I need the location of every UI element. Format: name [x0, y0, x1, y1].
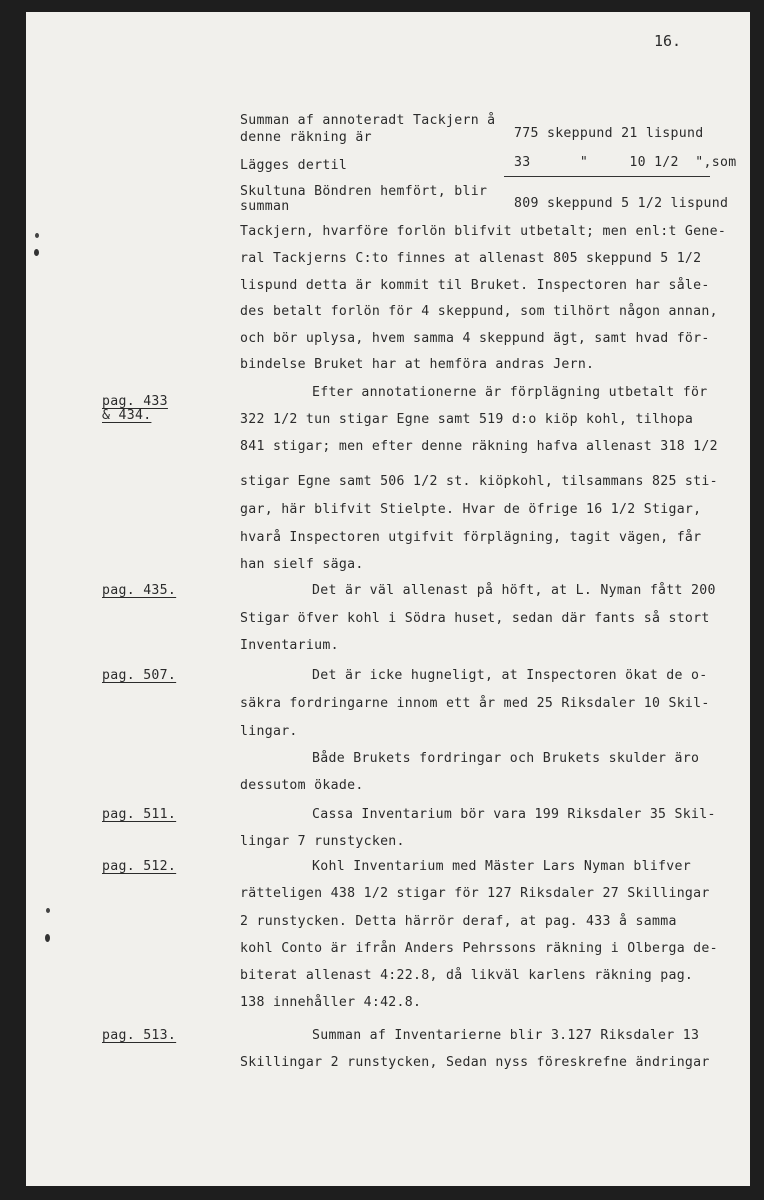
para2-line: 322 1/2 tun stigar Egne samt 519 d:o kiöp kohl, tilhopa: [240, 412, 694, 427]
para6-line: lingar 7 runstycken.: [240, 834, 405, 849]
margin-ref-pag-433: pag. 433: [102, 394, 168, 409]
sum-rule: [504, 176, 710, 177]
page-number: 16.: [654, 32, 682, 50]
para5-line: Både Brukets fordringar och Brukets skulder äro: [312, 751, 700, 766]
sum-row1-label-line2: denne räkning är: [240, 130, 372, 145]
sum-row3-value: 809 skeppund 5 1/2 lispund: [514, 196, 729, 211]
sum-row3-label-line2: summan: [240, 199, 290, 214]
margin-ref-pag-512: pag. 512.: [102, 859, 177, 874]
margin-ref-pag-511: pag. 511.: [102, 807, 177, 822]
para7-line: kohl Conto är ifrån Anders Pehrssons räkning i Olberga de-: [240, 941, 718, 956]
para7-line: rätteligen 438 1/2 stigar för 127 Riksdaler 27 Skillingar: [240, 886, 710, 901]
binder-mark: [46, 908, 50, 913]
para2-line: gar, här blifvit Stielpte. Hvar de öfrige 16 1/2 Stigar,: [240, 502, 702, 517]
para1-line: des betalt forlön för 4 skeppund, som tilhört någon annan,: [240, 304, 718, 319]
para8-line: Skillingar 2 runstycken, Sedan nyss föreskrefne ändringar: [240, 1055, 710, 1070]
para7-line: 2 runstycken. Detta härrör deraf, at pag. 433 å samma: [240, 914, 677, 929]
para3-line: Inventarium.: [240, 638, 339, 653]
sum-row1-label-line1: Summan af annoteradt Tackjern å: [240, 113, 496, 128]
para4-line: lingar.: [240, 724, 298, 739]
para1-line: bindelse Bruket har at hemföra andras Jern.: [240, 357, 595, 372]
para4-line: Det är icke hugneligt, at Inspectoren ökat de o-: [312, 668, 708, 683]
sum-row2-label: Lägges dertil: [240, 158, 348, 173]
para1-line: Tackjern, hvarföre forlön blifvit utbetalt; men enl:t Gene-: [240, 224, 727, 239]
para7-line: 138 innehåller 4:42.8.: [240, 995, 422, 1010]
para3-line: Det är väl allenast på höft, at L. Nyman fått 200: [312, 583, 716, 598]
para4-line: säkra fordringarne innom ett år med 25 Riksdaler 10 Skil-: [240, 696, 710, 711]
binder-mark: [34, 249, 39, 256]
document-page: [26, 12, 750, 1186]
sum-row1-value: 775 skeppund 21 lispund: [514, 126, 704, 141]
para7-line: biterat allenast 4:22.8, då likväl karlens räkning pag.: [240, 968, 694, 983]
para6-line: Cassa Inventarium bör vara 199 Riksdaler 35 Skil-: [312, 807, 716, 822]
para5-line: dessutom ökade.: [240, 778, 364, 793]
margin-ref-434: & 434.: [102, 408, 152, 423]
para2-line: han sielf säga.: [240, 557, 364, 572]
para8-line: Summan af Inventarierne blir 3.127 Riksdaler 13: [312, 1028, 700, 1043]
margin-ref-pag-507: pag. 507.: [102, 668, 177, 683]
binder-mark: [45, 934, 50, 942]
para2-line: hvarå Inspectoren utgifvit förplägning, tagit vägen, får: [240, 530, 702, 545]
margin-ref-pag-513: pag. 513.: [102, 1028, 177, 1043]
sum-row2-value: 33 " 10 1/2 ",som: [514, 155, 737, 170]
para1-line: lispund detta är kommit til Bruket. Inspectoren har såle-: [240, 278, 710, 293]
para2-line: Efter annotationerne är förplägning utbetalt för: [312, 385, 708, 400]
para7-line: Kohl Inventarium med Mäster Lars Nyman blifver: [312, 859, 692, 874]
para3-line: Stigar öfver kohl i Södra huset, sedan där fants så stort: [240, 611, 710, 626]
para1-line: ral Tackjerns C:to finnes at allenast 805 skeppund 5 1/2: [240, 251, 702, 266]
para1-line: och bör uplysa, hvem samma 4 skeppund ägt, samt hvad för-: [240, 331, 710, 346]
para2-line: 841 stigar; men efter denne räkning hafva allenast 318 1/2: [240, 439, 718, 454]
binder-mark: [35, 233, 39, 238]
margin-ref-pag-435: pag. 435.: [102, 583, 177, 598]
sum-row3-label-line1: Skultuna Böndren hemfört, blir: [240, 184, 488, 199]
para2-line: stigar Egne samt 506 1/2 st. kiöpkohl, tilsammans 825 sti-: [240, 474, 718, 489]
